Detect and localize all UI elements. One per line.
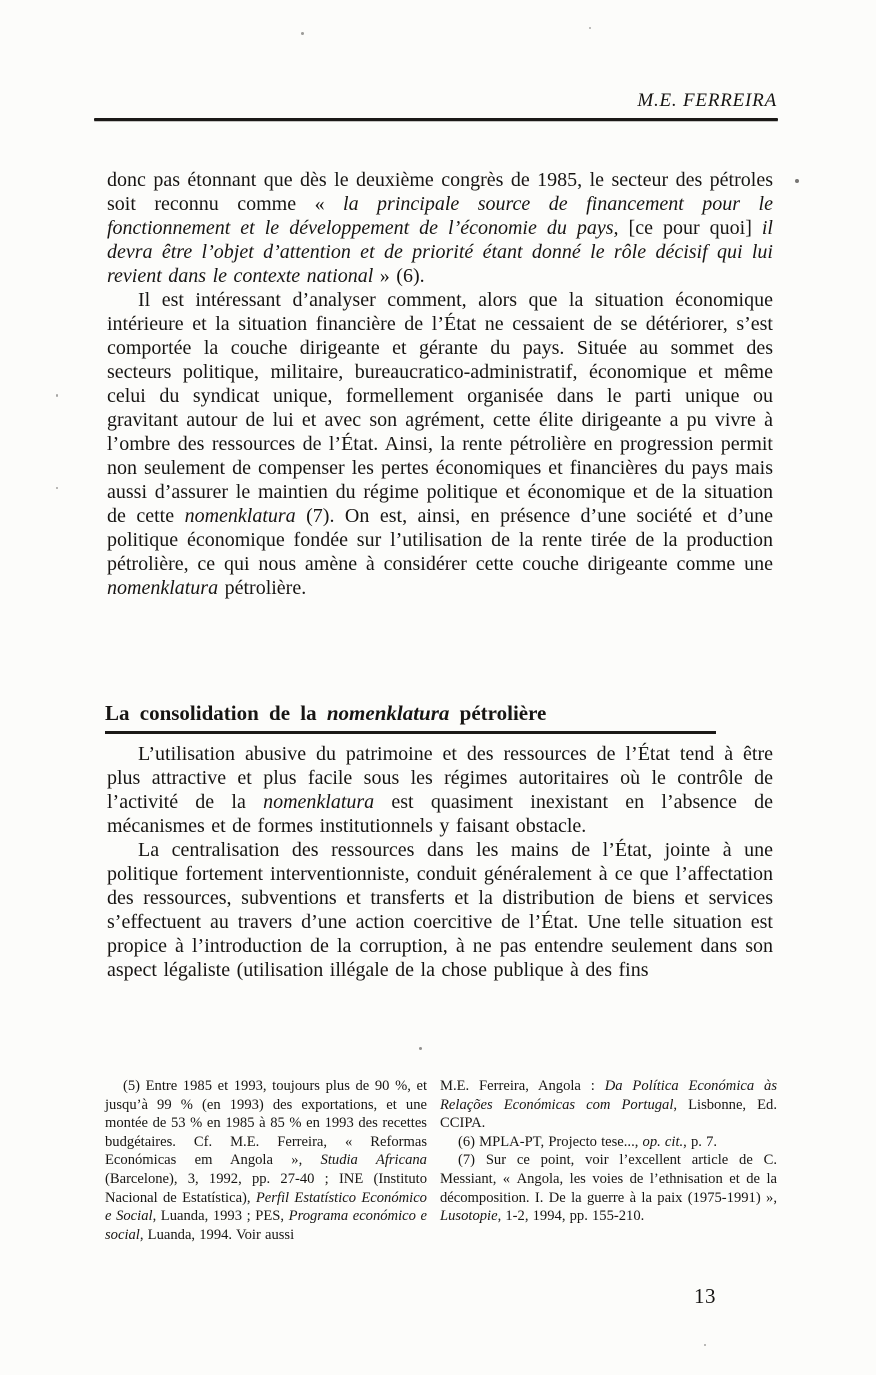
text-run: pétrolière. bbox=[218, 577, 307, 599]
footnote-5 bbox=[105, 1077, 427, 1244]
scan-speck bbox=[795, 179, 799, 183]
paragraph bbox=[107, 288, 773, 600]
italic-text-run: Perfil Estatístico Económico e Social bbox=[105, 1189, 427, 1225]
text-run: La consolidation de la bbox=[105, 701, 327, 726]
italic-text-run: la principale source de financement pour le fonctionnement et le développement de l’économie du pays, bbox=[107, 193, 773, 239]
footnote-column-left bbox=[105, 1077, 427, 1244]
italic-text-run: Studia Africana bbox=[320, 1152, 427, 1169]
section-heading bbox=[105, 701, 716, 734]
italic-text-run: nomenklatura bbox=[326, 701, 450, 726]
italic-text-run: Programa económico e social bbox=[105, 1208, 428, 1243]
italic-text-run: op. cit. bbox=[642, 1133, 684, 1150]
italic-text-run: nomenklatura bbox=[107, 577, 219, 599]
scan-speck bbox=[56, 394, 58, 397]
text-run: pétrolière bbox=[449, 701, 547, 726]
text-run: , Lisbonne, Ed. CCIPA. bbox=[440, 1096, 777, 1132]
scan-speck bbox=[704, 1344, 706, 1346]
text-run: est quasiment inexistant en l’absence de mécanismes et de formes institutionnels y faisant obstacle. bbox=[107, 791, 773, 837]
body-text-block-1 bbox=[107, 168, 773, 600]
text-run: , p. 7. bbox=[683, 1133, 718, 1150]
text-run: donc pas étonnant que dès le deuxième congrès de 1985, le secteur des pétroles soit reconnu comme « bbox=[107, 169, 773, 215]
italic-text-run: il devra être l’objet d’attention et de priorité étant donné le rôle décisif qui lui revient dans le contexte national bbox=[107, 217, 773, 287]
text-run: » (6). bbox=[373, 265, 425, 287]
paragraph bbox=[107, 742, 773, 838]
italic-text-run: Da Política Económica às Relações Económicas com Portugal bbox=[440, 1078, 777, 1113]
text-run: (Barcelone), 3, 1992, pp. 27-40 ; INE (Instituto Nacional de Estatística), bbox=[105, 1170, 427, 1206]
page-number: 13 bbox=[694, 1284, 716, 1308]
footnote-column-right bbox=[440, 1077, 777, 1244]
text-run: La centralisation des ressources dans les mains de l’État, jointe à une politique fortement interventionniste, conduit généralement à ce que l’affectation des ressources, subventions et transferts et la distribution de biens et services s’effectuent au travers d’une action coercitive de l’État. Une telle situation est propice à l’introduction de la corruption, à ne pas entendre seulement dans son aspect légaliste (utilisation illégale de la chose publique à des fins bbox=[107, 839, 773, 981]
running-header-author: M.E. FERREIRA bbox=[637, 90, 777, 111]
text-run: , Luanda, 1993 ; PES, bbox=[152, 1208, 289, 1225]
text-run: (6) MPLA-PT, Projecto tese..., bbox=[458, 1133, 643, 1150]
footnotes bbox=[105, 1077, 777, 1244]
italic-text-run: nomenklatura bbox=[184, 505, 296, 527]
scan-speck bbox=[589, 27, 591, 29]
italic-text-run: Lusotopie bbox=[440, 1208, 498, 1225]
italic-text-run: nomenklatura bbox=[263, 791, 375, 813]
text-run: L’utilisation abusive du patrimoine et des ressources de l’État tend à être plus attractive et plus facile sous les régimes autoritaires où le contrôle de l’activité de la bbox=[107, 743, 773, 813]
text-run: Il est intéressant d’analyser comment, alors que la situation économique intérieure et la situation financière de l’État ne cessaient de se détériorer, s’est comportée la couche dirigeante et gérante du pays. Située au sommet des secteurs politique, militaire, bureaucratico-administratif, économique et même celui du syndicat unique, formellement organisée dans le parti unique ou gravitant autour de lui et avec son agrément, cette élite dirigeante a pu vivre à l’ombre des ressources de l’État. Ainsi, la rente pétrolière en progression permit non seulement de compenser les pertes économiques et financières du pays mais aussi d’assurer le maintien du régime politique et économique et de la situation de cette bbox=[107, 289, 773, 527]
text-run: (5) Entre 1985 et 1993, toujours plus de 90 %, et jusqu’à 99 % (en 1993) des exportations, et une montée de 53 % en 1985 à 85 % en 1993 des recettes budgétaires. Cf. M.E. Ferreira, « Reformas Económicas em Angola », bbox=[105, 1078, 427, 1169]
scan-speck bbox=[419, 1047, 422, 1050]
text-run: (7) Sur ce point, voir l’excellent article de C. Messiant, « Angola, les voies de l’ethnisation et de la décomposition. I. De la guerre à la paix (1975-1991) », bbox=[440, 1152, 777, 1206]
text-run: (7). On est, ainsi, en présence d’une société et d’une politique économique fondée sur l’utilisation de la rente tirée de la production pétrolière, ce qui nous amène à considérer cette couche dirigeante comme une bbox=[107, 505, 774, 575]
text-run: , 1-2, 1994, pp. 155-210. bbox=[497, 1208, 645, 1225]
footnote-6 bbox=[440, 1133, 777, 1152]
header-rule bbox=[94, 118, 778, 121]
scan-speck bbox=[56, 487, 58, 489]
paragraph bbox=[107, 838, 773, 982]
scan-speck bbox=[301, 32, 304, 35]
text-run: , Luanda, 1994. Voir aussi bbox=[139, 1226, 295, 1243]
footnote-7 bbox=[440, 1151, 777, 1225]
text-run: M.E. Ferreira, Angola : bbox=[440, 1078, 605, 1094]
footnote-5-continuation bbox=[440, 1077, 777, 1133]
body-text-block-2 bbox=[107, 742, 773, 982]
paragraph-continuation bbox=[107, 168, 773, 288]
text-run: [ce pour quoi] bbox=[618, 217, 762, 239]
